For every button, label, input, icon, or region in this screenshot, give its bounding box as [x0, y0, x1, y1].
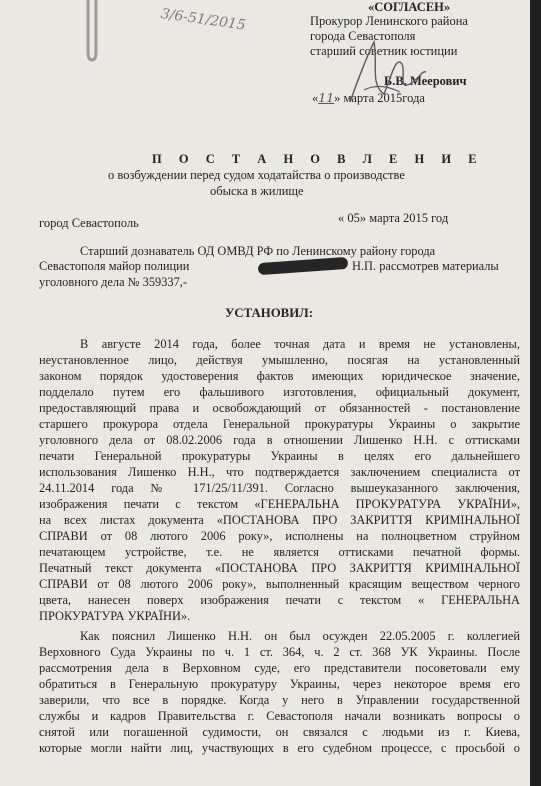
body-line: ПРОКУРАТУРА УКРАЇНИ».: [39, 609, 191, 623]
redaction-mark: [258, 257, 349, 275]
body-line: 24.11.2014 года № 171/25/11/391. Согласно вышеуказанного заключения,: [39, 481, 520, 495]
body-line: печатающем устройстве, т.е. не является оттисками печатной формы.: [39, 545, 520, 559]
body-line: предоставляющий права и освобождающий от обязанностей - постановление: [39, 401, 520, 415]
approval-date-day: 11: [318, 90, 335, 105]
intro-line-2a: Севастополя майор полиции: [39, 259, 190, 273]
document-title: П О С Т А Н О В Л Е Н И Е: [152, 152, 484, 166]
body-line: В августе 2014 года, более точная дата и время не установлены,: [80, 337, 520, 351]
document-subtitle-1: о возбуждении перед судом ходатайства о производстве: [108, 168, 405, 182]
document-subtitle-2: обыска в жилище: [210, 184, 304, 198]
established-heading: УСТАНОВИЛ:: [225, 306, 313, 320]
intro-line-1: Старший дознаватель ОД ОМВД РФ по Ленинскому району города: [80, 244, 436, 258]
intro-line-3: уголовного дела № 359337,-: [39, 275, 188, 289]
paper-clip-icon: [84, 0, 100, 64]
body-line: уголовного дела от 08.02.2006 года в отношении Лишенко Н.Н. с оттисками: [39, 433, 520, 447]
body-line: законом порядок удостоверения фактов имеющих юридическое значение,: [39, 369, 520, 383]
approval-line-2: города Севастополя: [310, 29, 416, 43]
body2-line: которые могли найти лиц, участвующих в его судебном процессе, с просьбой о: [39, 741, 520, 755]
body-line: подделало путем его фальшивого изготовления, официальный документ,: [39, 385, 520, 399]
body2-line: рассмотрения дела в Верховном суде, его представители посоветовали ему: [39, 661, 520, 675]
approval-line-3: старший советник юстиции: [310, 44, 458, 58]
body2-line: Верховного Суда Украины по ч. 1 ст. 364, ч. 2 ст. 368 УК Украины. После: [39, 645, 520, 659]
approval-name: Б.В. Меерович: [384, 74, 467, 88]
body-line: использования Лишенко Н.Н., что подтверждается заключением специалиста от: [39, 465, 520, 479]
body-line: Печатный текст документа «ПОСТАНОВА ПРО ЗАКРИТТЯ КРИМІНАЛЬНОЇ: [39, 561, 520, 575]
body2-line: снятой или погашенной судимости, он связался с людьми из г. Киева,: [39, 725, 520, 739]
signature-scribble: [340, 34, 430, 110]
page-edge-shadow: [530, 0, 541, 786]
body-line: цвета, нанесен поверх изображения печати с текстом « ГЕНЕРАЛЬНА: [39, 593, 520, 607]
body-line: СПРАВИ от 08 лютого 2006 року», исполнены на полноцветном струйном: [39, 529, 520, 543]
body2-line: службы и кадров Правительства г. Севастополя начали возникать вопросы о: [39, 709, 520, 723]
document-date: « 05» марта 2015 год: [338, 211, 449, 225]
handwritten-number: 3/6-51/2015: [159, 6, 247, 34]
approval-line-1: Прокурор Ленинского района: [310, 14, 468, 28]
approval-date-rest: » марта 2015года: [334, 91, 425, 105]
body2-line: заверили, что все в порядке. Когда у него в Управлении государственной: [39, 693, 520, 707]
body2-line: обратиться в Генеральную прокуратуру Украины, через некоторое время его: [39, 677, 520, 691]
city-label: город Севастополь: [39, 216, 139, 230]
body-line: печати Генеральной прокуратуры Украины в целях его дальнейшего: [39, 449, 520, 463]
approval-heading: «СОГЛАСЕН»: [368, 0, 451, 14]
body-line: на всех листах документа «ПОСТАНОВА ПРО ЗАКРИТТЯ КРИМІНАЛЬНОЇ: [39, 513, 520, 527]
body-line: неустановленное лицо, действуя умышленно, посягая на установленный: [39, 353, 520, 367]
body2-line: Как пояснил Лишенко Н.Н. он был осужден 22.05.2005 г. коллегией: [80, 629, 520, 643]
approval-date-quote: «: [312, 91, 319, 105]
intro-line-2b: Н.П. рассмотрев материалы: [352, 259, 499, 273]
body-line: изображения печати с текстом «ГЕНЕРАЛЬНА ПРОКУРАТУРА УКРАЇНИ»,: [39, 497, 520, 511]
body-line: старшего прокурора отдела Генеральной прокуратуры Украины о закрытие: [39, 417, 520, 431]
body-line: СПРАВИ от 08 лютого 2006 року», выполненный красящим веществом черного: [39, 577, 520, 591]
